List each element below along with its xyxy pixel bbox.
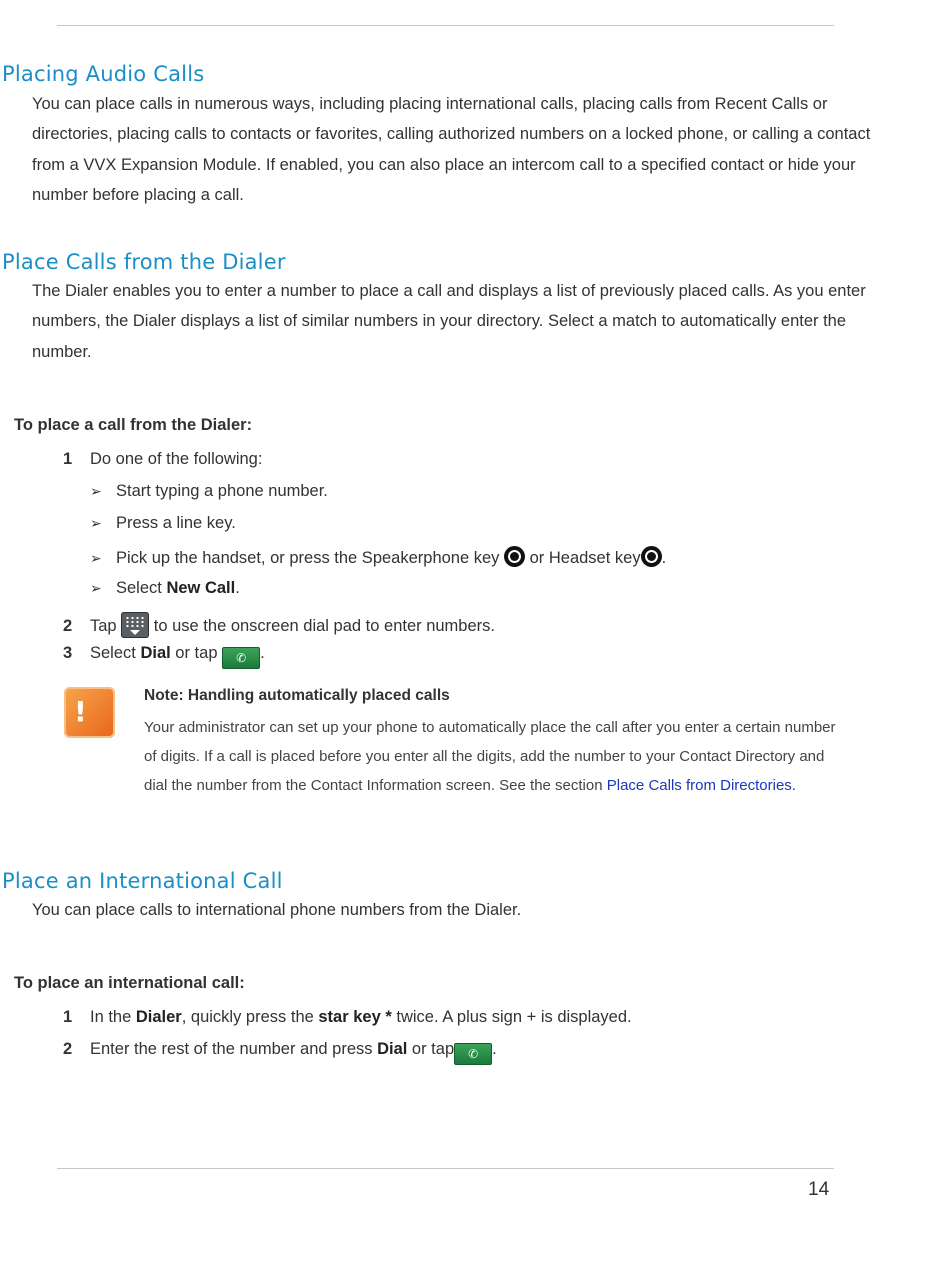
- headset-key-icon: [641, 546, 662, 567]
- bold-dial: Dial: [377, 1040, 408, 1058]
- step-number: 3: [63, 644, 73, 662]
- dialpad-icon: [121, 612, 149, 638]
- procedure-title-international: To place an international call:: [14, 974, 245, 992]
- bullet-select-new-call: [90, 579, 240, 598]
- bullet-text: Start typing a phone number.: [116, 482, 328, 500]
- dialer-paragraph: The Dialer enables you to enter a number to place a call and displays a list of previously placed calls. As you enter numbers, the Dialer displays a list of similar numbers in your directory. Select a match to automatically enter the number.: [32, 282, 866, 361]
- step-text: Do one of the following:: [90, 450, 263, 468]
- step-number: 1: [63, 1008, 73, 1026]
- dialer-step-2: [63, 612, 495, 638]
- footer-rule: [57, 1168, 834, 1169]
- step-number: 1: [63, 450, 73, 468]
- step-text: In the: [90, 1008, 136, 1026]
- step-text: to use the onscreen dial pad to enter numbers.: [149, 617, 495, 635]
- star-symbol: *: [380, 1008, 392, 1026]
- bold-new-call: New Call: [166, 579, 236, 597]
- international-step-1: [63, 1008, 632, 1027]
- arrow-bullet-icon: ➢: [90, 580, 102, 596]
- bullet-start-typing: [90, 482, 328, 501]
- heading-placing-audio-calls: Placing Audio Calls: [2, 62, 205, 86]
- step-text: .: [492, 1040, 497, 1058]
- note-body: Your administrator can set up your phone to automatically place the call after you enter a certain number of digits. If a call is placed before you enter all the digits, add the number to your Contact Directory and dial the number from the Contact Information screen. See the section: [144, 719, 836, 794]
- procedure-title-dialer: To place a call from the Dialer:: [14, 416, 253, 434]
- step-number: 2: [63, 1040, 73, 1058]
- bullet-press-line-key: [90, 514, 236, 533]
- bold-star-key: star key: [318, 1008, 381, 1026]
- bullet-text: or Headset key: [525, 549, 641, 567]
- bullet-text: Pick up the handset, or press the Speakerphone key: [116, 549, 500, 567]
- step-text: Select: [90, 644, 141, 662]
- step-text: , quickly press the: [181, 1008, 319, 1026]
- call-button-icon: ✆: [454, 1043, 492, 1065]
- bullet-text: Press a line key.: [116, 514, 236, 532]
- bullet-pick-up-handset: [90, 546, 666, 568]
- link-place-calls-directories[interactable]: Place Calls from Directories: [606, 777, 792, 794]
- step-text: or tap: [407, 1040, 455, 1058]
- call-button-icon: ✆: [222, 647, 260, 669]
- step-text: or tap: [170, 644, 223, 662]
- bullet-text: .: [235, 579, 240, 597]
- note-end: .: [791, 777, 796, 794]
- speakerphone-key-icon: [504, 546, 525, 567]
- note-text: [144, 713, 849, 800]
- step-text: .: [260, 644, 265, 662]
- bold-dialer: Dialer: [135, 1008, 182, 1026]
- arrow-bullet-icon: ➢: [90, 483, 102, 499]
- page-number: 14: [808, 1179, 830, 1200]
- arrow-bullet-icon: ➢: [90, 550, 102, 566]
- step-number: 2: [63, 617, 73, 635]
- bullet-text: Select: [116, 579, 167, 597]
- bold-dial: Dial: [140, 644, 171, 662]
- step-text: Enter the rest of the number and press: [90, 1040, 378, 1058]
- header-rule: [57, 25, 834, 26]
- step-text: Tap: [90, 617, 122, 635]
- note-icon: !: [64, 687, 115, 738]
- step-text: twice. A plus sign + is displayed.: [391, 1008, 632, 1026]
- bullet-text: .: [661, 549, 667, 567]
- dialer-step-3: [63, 644, 265, 669]
- heading-place-calls-dialer: Place Calls from the Dialer: [2, 250, 286, 274]
- international-step-2: [63, 1040, 497, 1065]
- note-title: Note: Handling automatically placed calls: [144, 687, 450, 704]
- dialer-step-1: [63, 450, 262, 469]
- international-paragraph: You can place calls to international phone numbers from the Dialer.: [32, 901, 522, 919]
- arrow-bullet-icon: ➢: [90, 515, 102, 531]
- intro-paragraph: You can place calls in numerous ways, including placing international calls, placing calls from Recent Calls or directories, placing calls to contacts or favorites, calling authorized numbers on a locked phone, or calling a contact from a VVX Expansion Module. If enabled, you can also place an intercom call to a specified contact or hide your number before placing a call.: [32, 95, 871, 204]
- heading-international-call: Place an International Call: [2, 869, 283, 893]
